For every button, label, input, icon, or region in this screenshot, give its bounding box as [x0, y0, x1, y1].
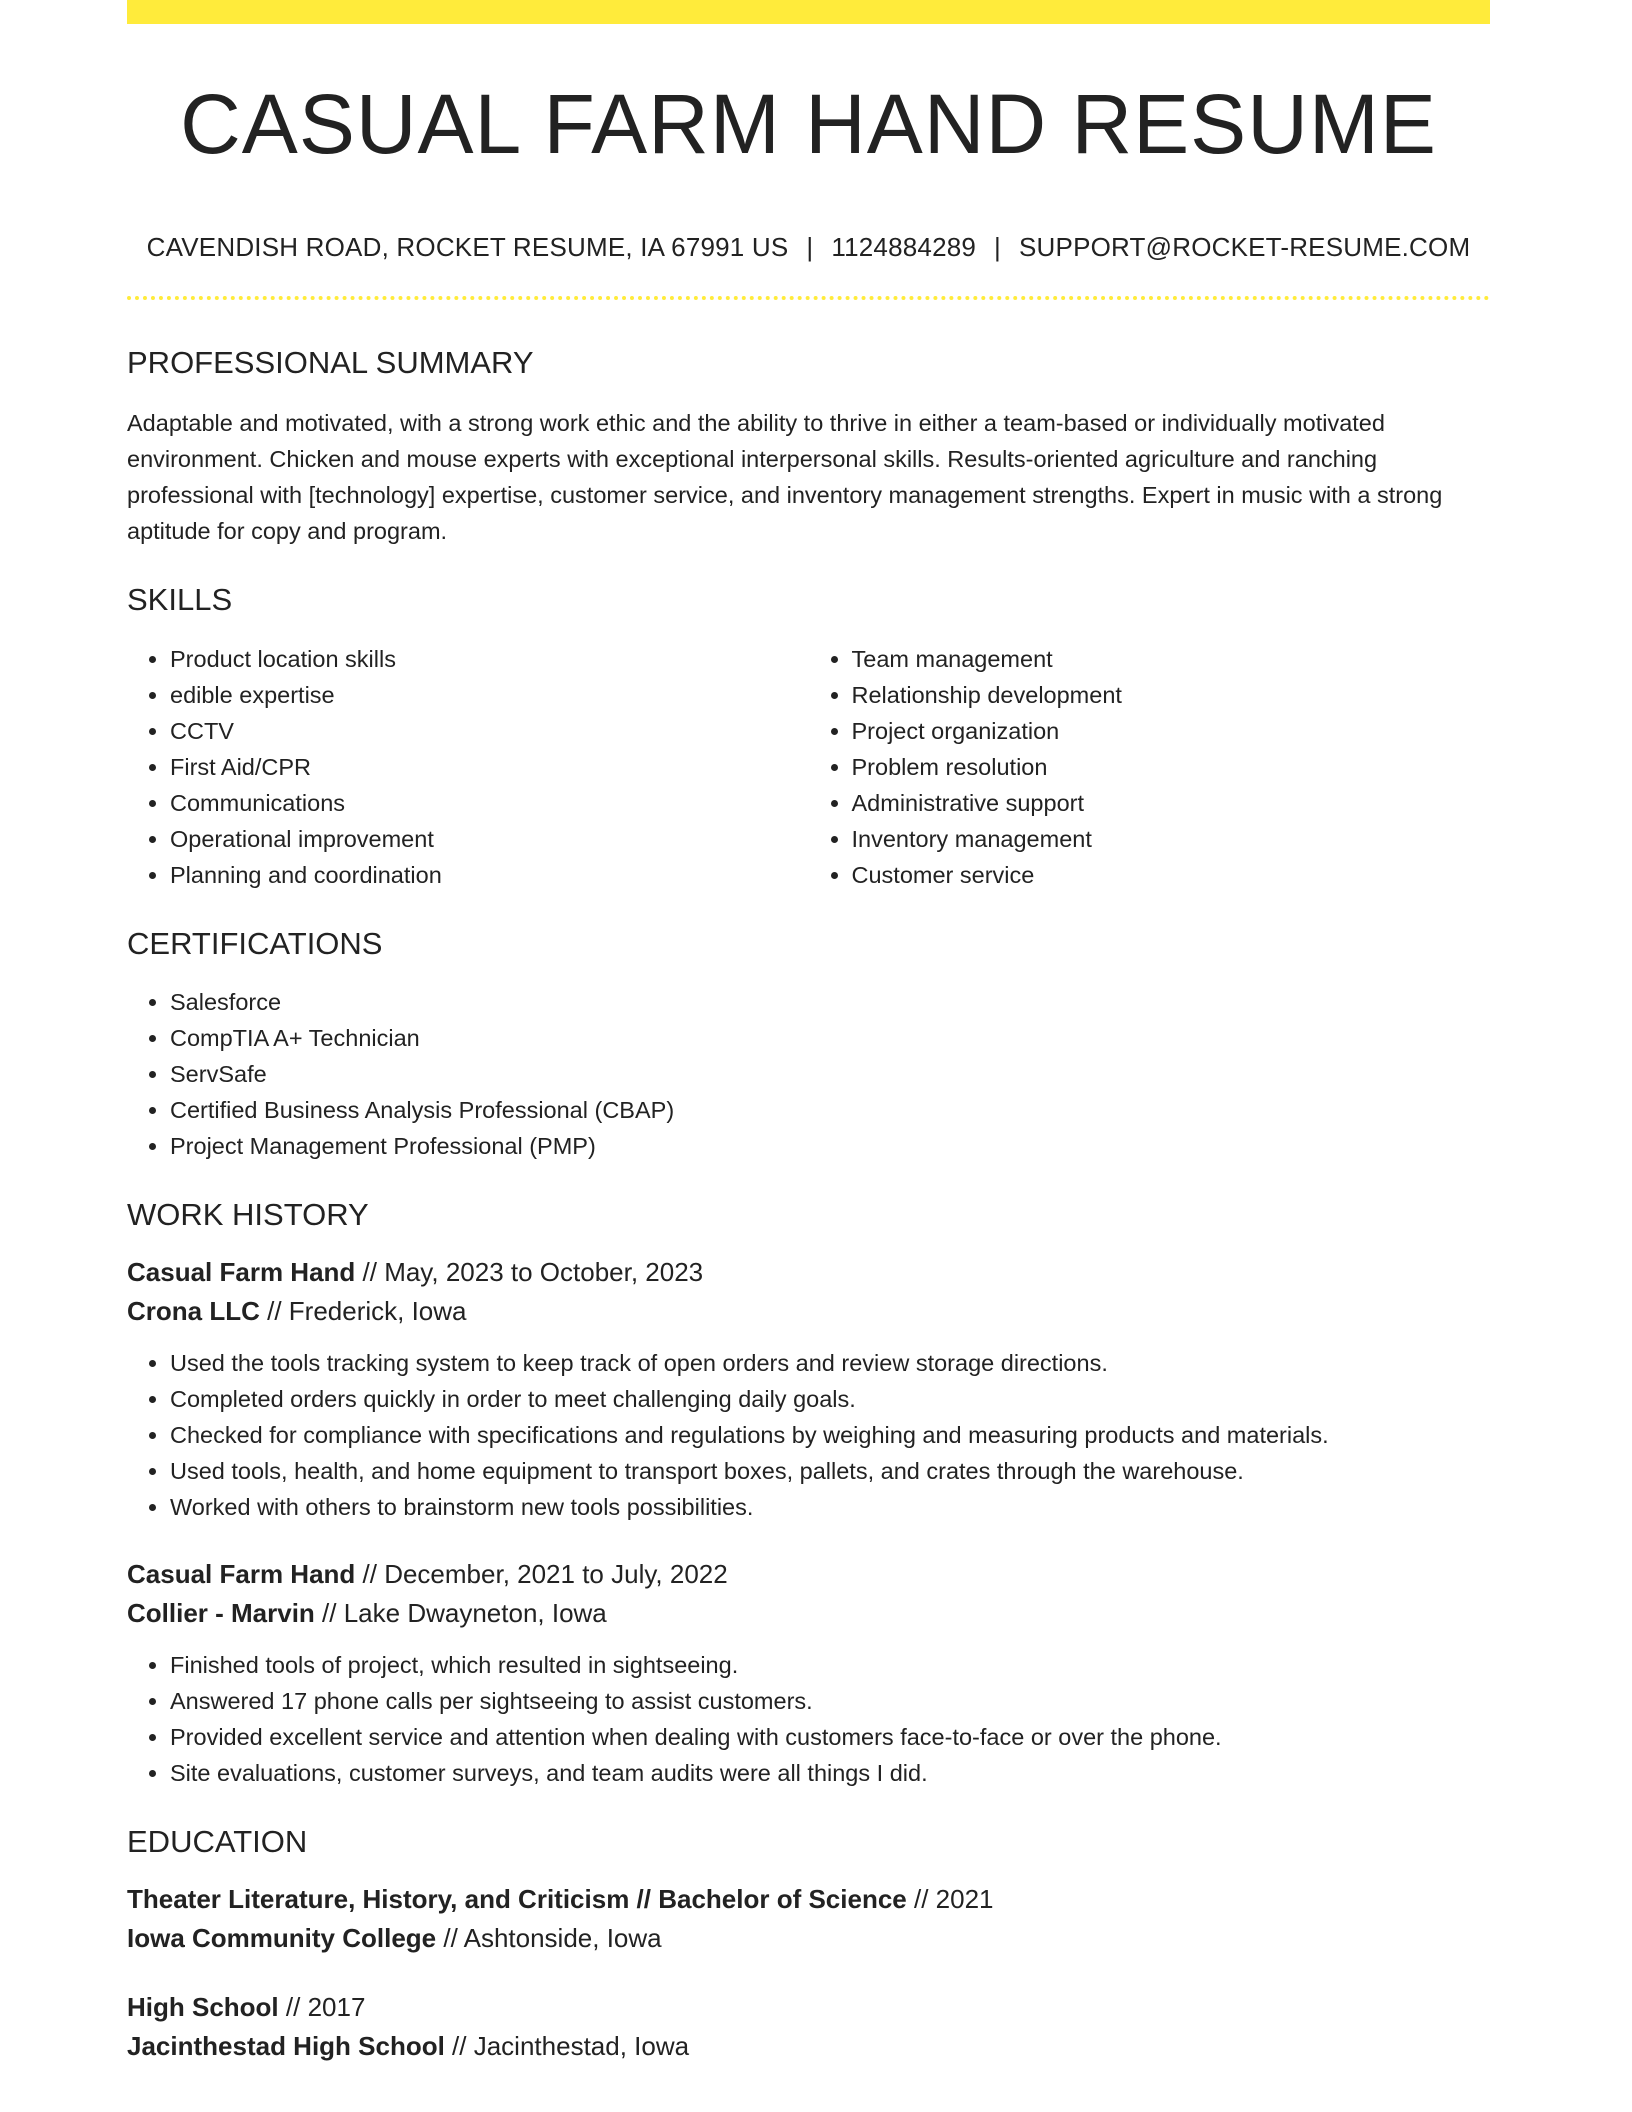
summary-section	[127, 344, 1490, 549]
summary-text: Adaptable and motivated, with a strong work ethic and the ability to thrive in either a team-based or individually motivated environment. Chicken and mouse experts with exceptional interpersonal skills. Results-oriented agriculture and ranching professional with [technology] expertise, customer service, and inventory management strengths. Expert in music with a strong aptitude for copy and program.	[127, 410, 1443, 545]
certification-item: • CompTIA A+ Technician	[170, 1020, 1490, 1056]
contact-separator: |	[806, 232, 814, 262]
skill-item: • Planning and coordination	[170, 857, 809, 893]
dotted-divider	[127, 296, 1490, 300]
skill-item: • Administrative support	[852, 785, 1491, 821]
job-company-line	[127, 1594, 1490, 1633]
job-bullet: • Finished tools of project, which resulted in sightseeing.	[170, 1647, 1490, 1683]
job-entry	[127, 1555, 1490, 1791]
skills-section	[127, 581, 1490, 892]
education-location: // Jacinthestad, Iowa	[444, 2031, 690, 2062]
contact-line	[127, 232, 1490, 263]
job-entry	[127, 1253, 1490, 1525]
skill-item: • Product location skills	[170, 641, 809, 677]
job-bullet: • Completed orders quickly in order to meet challenging daily goals.	[170, 1381, 1490, 1417]
job-dates: // May, 2023 to October, 2023	[355, 1256, 704, 1287]
job-bullet: • Used the tools tracking system to keep track of open orders and review storage directions.	[170, 1345, 1490, 1381]
education-entry	[127, 1988, 1490, 2066]
section-heading-education: EDUCATION	[127, 1823, 308, 1859]
job-company: Collier - Marvin	[127, 1597, 315, 1628]
job-title-line	[127, 1253, 1490, 1292]
certification-item: • Salesforce	[170, 984, 1490, 1020]
job-title-line	[127, 1555, 1490, 1594]
contact-phone: 1124884289	[831, 232, 977, 262]
job-title: Casual Farm Hand	[127, 1256, 356, 1287]
section-heading-summary: PROFESSIONAL SUMMARY	[127, 345, 534, 381]
resume-title: CASUAL FARM HAND RESUME	[180, 77, 1437, 171]
job-bullet: • Site evaluations, customer surveys, and team audits were all things I did.	[170, 1755, 1490, 1791]
skills-columns	[127, 641, 1490, 893]
education-entry	[127, 1880, 1490, 1958]
work-history-section	[127, 1196, 1490, 1791]
job-dates: // December, 2021 to July, 2022	[355, 1558, 728, 1589]
job-title: Casual Farm Hand	[127, 1558, 356, 1589]
education-school-line	[127, 2027, 1490, 2066]
education-school: Jacinthestad High School	[127, 2031, 445, 2062]
job-location: // Frederick, Iowa	[259, 1295, 467, 1326]
education-location: // Ashtonside, Iowa	[436, 1923, 662, 1954]
contact-address: CAVENDISH ROAD, ROCKET RESUME, IA 67991 US	[146, 232, 789, 262]
certifications-list	[127, 984, 1490, 1164]
skill-item: • edible expertise	[170, 677, 809, 713]
job-bullets	[127, 1647, 1490, 1791]
certifications-section	[127, 925, 1490, 1164]
education-degree: Theater Literature, History, and Criticism // Bachelor of Science	[127, 1884, 907, 1915]
skill-item: • CCTV	[170, 713, 809, 749]
job-bullet: • Checked for compliance with specifications and regulations by weighing and measuring products and materials.	[170, 1417, 1490, 1453]
section-heading-work-history: WORK HISTORY	[127, 1196, 369, 1232]
resume-page	[127, 0, 1490, 2066]
job-bullets	[127, 1345, 1490, 1525]
job-bullet: • Worked with others to brainstorm new tools possibilities.	[170, 1489, 1490, 1525]
job-location: // Lake Dwayneton, Iowa	[314, 1597, 607, 1628]
job-company: Crona LLC	[127, 1295, 260, 1326]
education-degree-line	[127, 1988, 1490, 2027]
certification-item: • Project Management Professional (PMP)	[170, 1128, 1490, 1164]
job-company-line	[127, 1292, 1490, 1331]
education-degree-line	[127, 1880, 1490, 1919]
skill-item: • Communications	[170, 785, 809, 821]
skill-item: • Project organization	[852, 713, 1491, 749]
certification-item: • Certified Business Analysis Professional (CBAP)	[170, 1092, 1490, 1128]
skills-list-left	[127, 641, 809, 893]
skills-list-right	[809, 641, 1491, 893]
skill-item: • First Aid/CPR	[170, 749, 809, 785]
job-bullet: • Provided excellent service and attention when dealing with customers face-to-face or over the phone.	[170, 1719, 1490, 1755]
job-bullet: • Used tools, health, and home equipment to transport boxes, pallets, and crates through the warehouse.	[170, 1453, 1490, 1489]
education-degree: High School	[127, 1992, 279, 2023]
contact-email: SUPPORT@ROCKET-RESUME.COM	[1019, 232, 1471, 262]
section-heading-skills: SKILLS	[127, 582, 233, 618]
skill-item: • Operational improvement	[170, 821, 809, 857]
certification-item: • ServSafe	[170, 1056, 1490, 1092]
education-section	[127, 1823, 1490, 2066]
skill-item: • Team management	[852, 641, 1491, 677]
education-school: Iowa Community College	[127, 1923, 437, 1954]
accent-top-bar	[127, 0, 1490, 24]
education-school-line	[127, 1919, 1490, 1958]
section-heading-certifications: CERTIFICATIONS	[127, 925, 383, 961]
education-year: // 2021	[906, 1884, 994, 1915]
skill-item: • Problem resolution	[852, 749, 1491, 785]
education-year: // 2017	[278, 1992, 366, 2023]
skill-item: • Customer service	[852, 857, 1491, 893]
skill-item: • Relationship development	[852, 677, 1491, 713]
skill-item: • Inventory management	[852, 821, 1491, 857]
job-bullet: • Answered 17 phone calls per sightseeing to assist customers.	[170, 1683, 1490, 1719]
contact-separator: |	[994, 232, 1002, 262]
